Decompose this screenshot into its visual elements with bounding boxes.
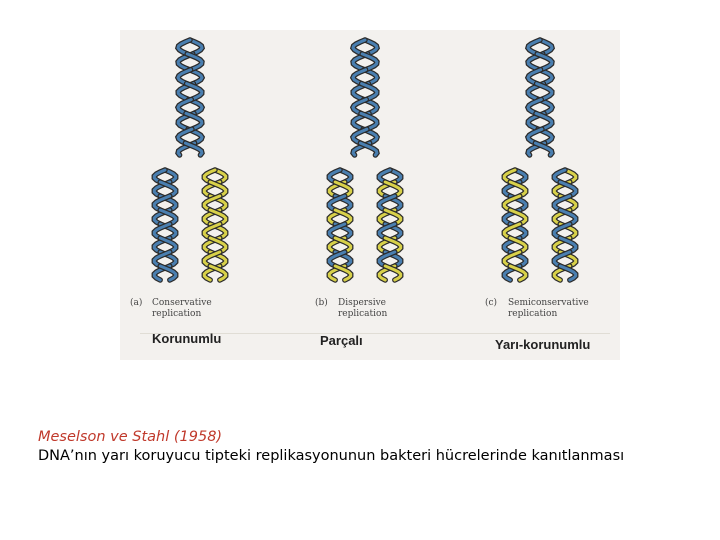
strand-2 — [210, 266, 226, 280]
strand-2 — [160, 266, 176, 280]
parent-helix-c — [528, 40, 552, 155]
daughter-helix-c-2 — [554, 170, 575, 280]
panel-conservative — [130, 30, 250, 330]
parent-helix-b — [353, 40, 377, 155]
daughter-helix-a-1 — [154, 170, 175, 280]
caption-text-conservative: Conservative replication — [152, 298, 212, 319]
caption-letter-a: (a) — [130, 298, 143, 308]
helix-diagram-semiconservative — [475, 30, 605, 320]
daughter-helix-b-2 — [379, 170, 400, 280]
caption-text-semiconservative: Semiconservative replication — [508, 298, 589, 319]
panel-semiconservative — [475, 30, 605, 330]
daughter-helix-b-1 — [329, 170, 350, 280]
panel-dispersive — [305, 30, 425, 330]
strand-2 — [560, 266, 576, 280]
credit-title: Meselson ve Stahl (1958) — [38, 429, 223, 445]
credit-block — [38, 428, 718, 466]
strand-2 — [510, 266, 526, 280]
caption-text-dispersive: Dispersive replication — [338, 298, 388, 319]
parent-helix-a — [178, 40, 202, 155]
label-yari-korunumlu: Yarı-korunumlu — [495, 337, 591, 352]
label-korunumlu: Korunumlu — [152, 331, 222, 346]
strand-2 — [335, 266, 351, 280]
caption-letter-c: (c) — [485, 298, 498, 308]
helix-diagram-dispersive — [305, 30, 425, 320]
credit-description: DNA’nın yarı koruyucu tipteki replikasyonunun bakteri hücrelerinde kanıtlanması — [38, 448, 625, 464]
daughter-helix-a-2 — [204, 170, 225, 280]
label-parcali: Parçalı — [320, 333, 363, 348]
helix-diagram-conservative — [130, 30, 250, 320]
caption-letter-b: (b) — [315, 298, 328, 308]
strand-2 — [385, 266, 401, 280]
daughter-helix-c-1 — [504, 170, 525, 280]
replication-figure — [120, 30, 620, 360]
